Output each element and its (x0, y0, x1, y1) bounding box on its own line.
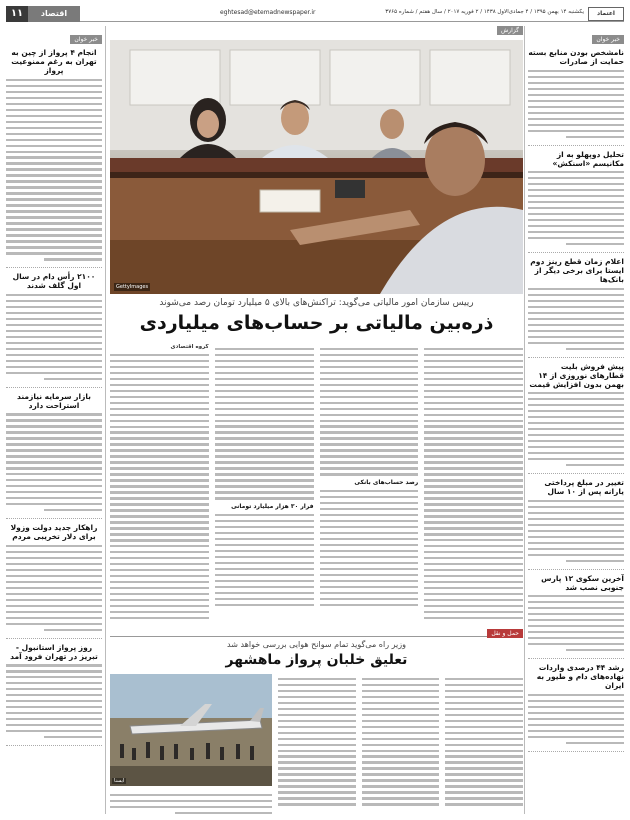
section-email: eghtesad@etemadnewspaper.ir (220, 9, 316, 16)
main-story-headline: ذره‌بین مالیاتی بر حساب‌های میلیاردی (139, 312, 494, 334)
second-story-continuation (110, 790, 272, 814)
brief-title: اعلام زمان قطع رینز دوم ایستا برای برخی دیگر از بانک‌ها (530, 256, 624, 284)
brief-item (528, 362, 624, 474)
right-news-column (524, 26, 624, 814)
brief-item (528, 257, 624, 358)
page-number: ۱۱ (6, 6, 28, 22)
left-column-tab: خبر خوان (70, 35, 102, 44)
left-story (6, 523, 102, 638)
brief-item (528, 663, 624, 752)
body-column (110, 344, 209, 634)
page-header (6, 6, 624, 22)
second-story-tab: حمل و نقل (487, 629, 523, 638)
story-divider (110, 636, 523, 637)
brief-title: تغییر در مبلغ پرداختی یارانه پس از ۱۰ سال (544, 477, 624, 496)
photo-illustration (110, 674, 272, 786)
brief-title: رشد ۴۴ درصدی واردات نهاده‌های دام و طیور به ایران (536, 663, 624, 691)
brief-title: نامشخص بودن منابع بسته حمایت از صادرات (528, 48, 624, 66)
body-column (278, 674, 356, 814)
body-column (362, 674, 440, 814)
newspaper-logo: اعتماد (588, 7, 624, 21)
bank-counter-photo (110, 40, 523, 294)
section-label: اقتصاد (28, 6, 80, 22)
left-story (6, 48, 102, 268)
brief-item (528, 574, 624, 660)
left-news-column (6, 26, 106, 814)
brief-title: پیش فروش بلیت قطارهای نوروزی از ۱۴ بهمن بدون افزایش قیمت (529, 361, 624, 389)
second-story-subtitle: وزیر راه می‌گوید تمام سوانح هوایی بررسی خواهد شد (227, 640, 406, 649)
photo-credit: ایسنا (114, 778, 125, 784)
left-story (6, 643, 102, 746)
left-story-title: بازار سرمایه نیازمند استراحت دارد (17, 391, 91, 410)
brief-title: آخرین سکوی ۱۲ پارس جنوبی نصب شد (541, 573, 624, 592)
photo-illustration (110, 40, 523, 294)
body-column (320, 344, 419, 634)
body-subhead: فرار ۳۰ هزار میلیارد تومانی (231, 503, 314, 511)
body-subhead: رصد حساب‌های بانکی (354, 479, 419, 487)
left-story (6, 272, 102, 387)
photo-credit: GettyImages (116, 284, 149, 290)
story-byline: گروه اقتصادی (170, 344, 209, 350)
main-story-body (110, 344, 523, 634)
left-story-title: راهکار جدید دولت وزولا برای دلار تخریبی مردم (10, 523, 98, 542)
body-column (445, 674, 523, 814)
main-story-subtitle: رییس سازمان امور مالیاتی می‌گوید: تراکنش‌های بالای ۵ میلیارد تومان رصد می‌شوند (159, 298, 474, 308)
plane-crash-photo (110, 674, 272, 786)
second-story-body (278, 674, 523, 814)
right-column-tab: خبر خوان (592, 35, 624, 44)
left-story-title: روز پرواز استانبول - تبریز در تهران فرود آمد (10, 642, 98, 661)
left-story-title: انجام ۴ پرواز از چین به تهران به رغم ممنوعیت پرواز (11, 48, 97, 75)
brief-title: تحلیل دوپهلو به از مکانیسم «اسنکش» (552, 149, 624, 168)
second-story-headline: تعلیق خلبان پرواز ماهشهر (225, 652, 408, 668)
main-content (110, 26, 523, 814)
left-story (6, 392, 102, 519)
body-column (424, 344, 523, 634)
body-column (215, 344, 314, 634)
left-story-title: ۲۱۰۰ رأس دام در سال اول گلف شدند (12, 272, 96, 291)
brief-item (528, 48, 624, 146)
issue-date: یکشنبه ۱۴ بهمن ۱۳۹۵ / ۴ جمادی‌الاول ۱۴۳۸ / ۲ فوریه ۲۰۱۷ / سال هفتم / شماره ۳۷۶۵ (385, 9, 584, 15)
main-story-tab: گزارش (497, 26, 523, 35)
brief-item (528, 478, 624, 570)
brief-item (528, 150, 624, 253)
